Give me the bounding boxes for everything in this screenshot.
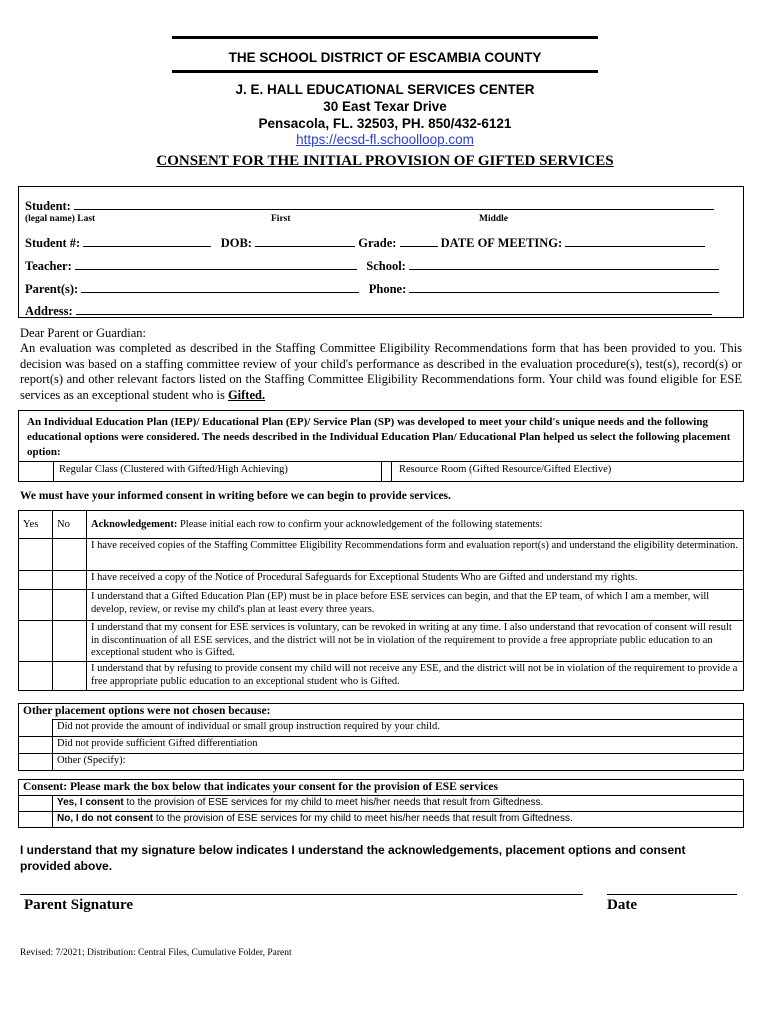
- student-label: Student:: [25, 199, 71, 213]
- signature-statement: I understand that my signature below indicates I understand the acknowledgements, placement options and consent provided above.: [20, 843, 686, 873]
- meeting-date-label: DATE OF MEETING:: [440, 236, 563, 250]
- revision-footer: Revised: 7/2021; Distribution: Central Files, Cumulative Folder, Parent: [20, 948, 292, 958]
- consent-no-option: No, I do not consent to the provision of ESE services for my child to meet his/her needs that result from Giftedness.: [53, 811, 744, 827]
- ack-yes-cell[interactable]: [19, 571, 53, 590]
- consent-yes-option: Yes, I consent to the provision of ESE services for my child to meet his/her needs that result from Giftedness.: [53, 795, 744, 811]
- district-website-link[interactable]: https://ecsd-fl.schoolloop.com: [296, 132, 474, 147]
- other-placement-checkbox[interactable]: [19, 736, 53, 753]
- other-placement-checkbox[interactable]: [19, 753, 53, 770]
- ack-row-2: I have received a copy of the Notice of Procedural Safeguards for Exceptional Students Who are Gifted and understand my rights.: [87, 571, 744, 590]
- ack-yes-cell[interactable]: [19, 621, 53, 662]
- option1-checkbox[interactable]: [29, 465, 45, 479]
- other-placement-table: [18, 703, 744, 771]
- dob-field[interactable]: [255, 234, 355, 247]
- consent-yes-checkbox[interactable]: [19, 795, 53, 811]
- ack-no-cell[interactable]: [53, 662, 87, 691]
- ack-row-4: I understand that my consent for ESE services is voluntary, can be revoked in writing at any time. I also understand that revocation of consent will result in discontinuation of all ESE services, and the district will not be in violation of the requirement to provide a free appropriate public education to an exceptional student who is Gifted.: [87, 621, 744, 662]
- grade-field[interactable]: [400, 234, 438, 247]
- teacher-label: Teacher:: [25, 259, 72, 273]
- center-name: J. E. HALL EDUCATIONAL SERVICES CENTER: [235, 82, 535, 97]
- school-field[interactable]: [409, 257, 719, 270]
- parent-signature-label: Parent Signature: [24, 897, 134, 913]
- city-phone: Pensacola, FL. 32503, PH. 850/432-6121: [258, 116, 512, 131]
- option2-label: Resource Room (Gifted Resource/Gifted Elective): [399, 464, 612, 475]
- middle-name-caption: Middle: [479, 214, 509, 224]
- salutation: Dear Parent or Guardian:: [20, 326, 146, 340]
- meeting-date-field[interactable]: [565, 234, 705, 247]
- ack-row-1: I have received copies of the Staffing Committee Eligibility Recommendations form and evaluation report(s) and understand the eligibility determination.: [87, 539, 744, 571]
- school-label: School:: [366, 259, 406, 273]
- district-name: THE SCHOOL DISTRICT OF ESCAMBIA COUNTY: [228, 50, 542, 65]
- student-name-field[interactable]: [74, 197, 714, 210]
- ack-row-3: I understand that a Gifted Education Plan (EP) must be in place before ESE services can begin, and that the EP team, of which I am a member, will develop, review, or revise my child's plan at least every three years.: [87, 590, 744, 621]
- gifted-word: Gifted.: [227, 387, 266, 402]
- student-number-label: Student #:: [25, 236, 81, 250]
- option2-checkbox[interactable]: [384, 465, 390, 479]
- student-number-field[interactable]: [83, 234, 211, 247]
- ack-no-cell[interactable]: [53, 539, 87, 571]
- parent-signature-line[interactable]: [20, 894, 583, 895]
- acknowledgement-heading: Acknowledgement: Please initial each row to confirm your acknowledgement of the following statements:: [87, 511, 744, 539]
- no-column-header: No: [53, 511, 87, 539]
- date-label: Date: [607, 897, 637, 913]
- ack-yes-cell[interactable]: [19, 590, 53, 621]
- consent-heading: Consent: Please mark the box below that indicates your consent for the provision of ESE services: [19, 780, 744, 796]
- letter-body: An evaluation was completed as described in the Staffing Committee Eligibility Recommendations form that has been provided to you. This decision was based on a staffing committee review of your child's performance as described in the evaluation procedure(s), test(s), record(s) or report(s) and other relevant factors listed on the Staffing Committee Eligibility Recommendations form. Your child was found eligible for ESE services as an exceptional student who is Gifted.: [20, 341, 742, 402]
- teacher-field[interactable]: [75, 257, 357, 270]
- parents-field[interactable]: [81, 280, 359, 293]
- ack-no-cell[interactable]: [53, 590, 87, 621]
- phone-label: Phone:: [368, 282, 407, 296]
- ack-row-5: I understand that by refusing to provide consent my child will not receive any ESE, and the district will not be in violation of the requirement to provide a free appropriate public education to an exceptional student who is Gifted.: [87, 662, 744, 691]
- header-rule-top: [172, 36, 598, 39]
- form-title: CONSENT FOR THE INITIAL PROVISION OF GIFTED SERVICES: [156, 153, 614, 169]
- other-placement-row-1: Did not provide the amount of individual or small group instruction required by your child.: [53, 719, 744, 736]
- yes-column-header: Yes: [19, 511, 53, 539]
- other-placement-checkbox[interactable]: [19, 719, 53, 736]
- acknowledgement-table: [18, 510, 744, 691]
- grade-label: Grade:: [358, 236, 397, 250]
- ack-no-cell[interactable]: [53, 621, 87, 662]
- address-field[interactable]: [76, 302, 712, 315]
- consent-table: [18, 779, 744, 828]
- phone-field[interactable]: [409, 280, 719, 293]
- dob-label: DOB:: [220, 236, 252, 250]
- iep-text: An Individual Education Plan (IEP)/ Educational Plan (EP)/ Service Plan (SP) was developed to meet your child's unique needs and the following educational options were considered. The needs described in the Individual Education Plan/ Educational Plan helped us select the following placement option:: [27, 416, 731, 458]
- date-line[interactable]: [607, 894, 737, 895]
- legal-name-caption: (legal name) Last: [25, 214, 96, 224]
- parents-label: Parent(s):: [25, 282, 79, 296]
- iep-box: [18, 410, 744, 482]
- other-placement-row-3: Other (Specify):: [53, 753, 744, 770]
- address-label: Address:: [25, 304, 73, 318]
- first-name-caption: First: [271, 214, 291, 224]
- header-rule-bottom: [172, 70, 598, 73]
- ack-yes-cell[interactable]: [19, 662, 53, 691]
- other-placement-row-2: Did not provide sufficient Gifted differentiation: [53, 736, 744, 753]
- other-placement-heading: Other placement options were not chosen because:: [19, 704, 744, 720]
- consent-intro: We must have your informed consent in writing before we can begin to provide services.: [20, 490, 451, 502]
- option1-label: Regular Class (Clustered with Gifted/High Achieving): [59, 464, 288, 475]
- street-address: 30 East Texar Drive: [323, 99, 447, 114]
- consent-no-checkbox[interactable]: [19, 811, 53, 827]
- ack-no-cell[interactable]: [53, 571, 87, 590]
- ack-yes-cell[interactable]: [19, 539, 53, 571]
- student-info-box: [18, 186, 744, 318]
